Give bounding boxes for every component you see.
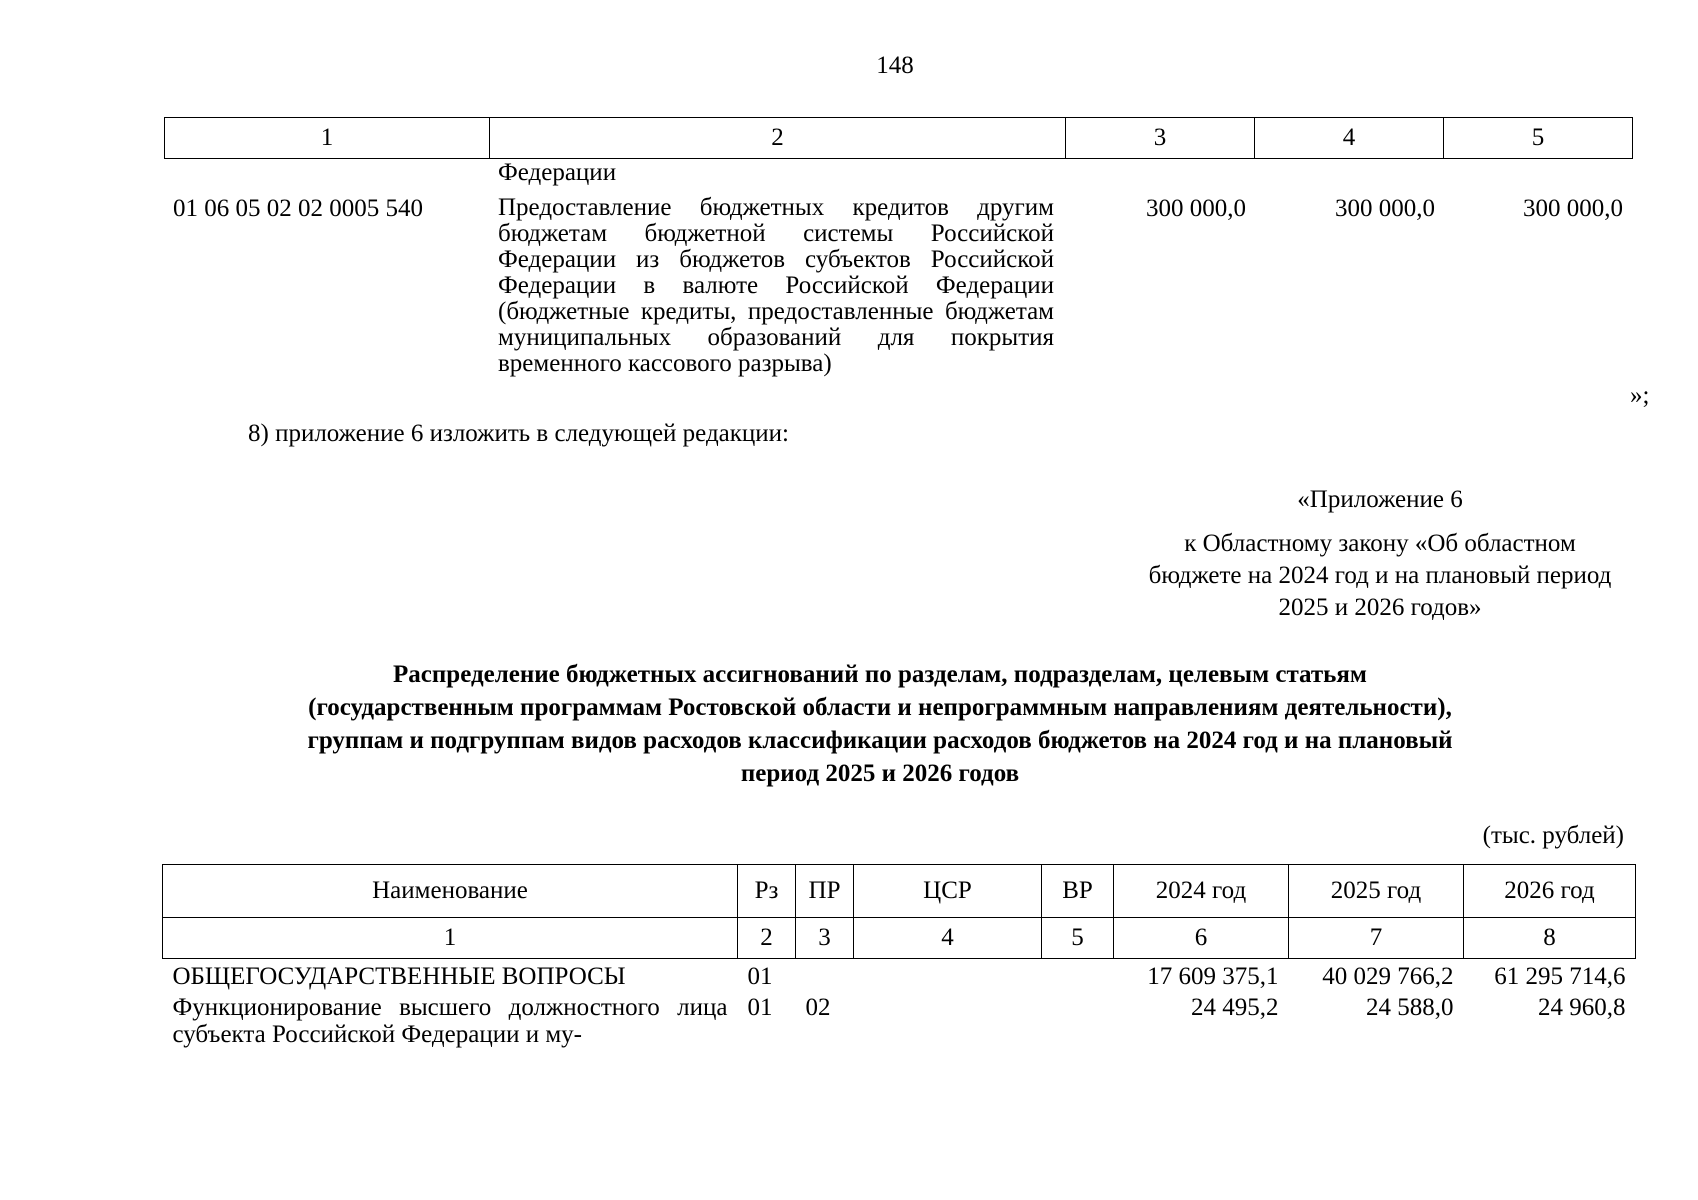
row-name: Функционирование высшего должностного лица субъекта Российской Федерации и му- [172,994,728,1048]
top-header-col-2: 2 [490,118,1066,159]
index-2: 2 [738,918,796,959]
continuation-text: Федерации [498,159,617,186]
index-6: 6 [1114,918,1289,959]
index-8: 8 [1464,918,1636,959]
row-2024: 24 495,2 [1191,994,1279,1021]
index-7: 7 [1289,918,1464,959]
row-2024: 17 609 375,1 [1147,963,1279,990]
expenditure-table [162,864,1636,1048]
table-heading: Распределение бюджетных ассигнований по разделам, подразделам, целевым статьям (государственным программам Ростовской области и непрограммным направлениям деятельности), группам и подгруппам видов расходов классификации расходов бюджетов на 2024 год и на плановый период 2025 и 2026 годов [307,661,1453,787]
row-2025: 24 588,0 [1366,994,1454,1021]
table-row [163,990,1636,1048]
top-header-col-4: 4 [1255,118,1444,159]
header-vr: ВР [1042,865,1114,918]
row-2026: 61 295 714,6 [1494,963,1626,990]
header-name: Наименование [163,865,738,918]
value-col-5: 300 000,0 [1523,195,1623,222]
top-header-col-3: 3 [1066,118,1255,159]
page-number: 148 [876,52,914,79]
row-csr [854,959,1042,991]
header-pr: ПР [796,865,854,918]
row-2025: 40 029 766,2 [1322,963,1454,990]
top-table-header [164,117,1633,159]
appendix-reference: к Областному закону «Об областном бюджете на 2024 год и на плановый период 2025 и 2026 годов» [1148,530,1612,621]
header-2024: 2024 год [1114,865,1289,918]
row-csr [854,990,1042,1048]
top-header-col-5: 5 [1444,118,1633,159]
row-name: ОБЩЕГОСУДАРСТВЕННЫЕ ВОПРОСЫ [172,963,626,990]
row-pr: 02 [805,994,831,1021]
instruction-text: 8) приложение 6 изложить в следующей редакции: [248,420,789,447]
header-2026: 2026 год [1464,865,1636,918]
row-2026: 24 960,8 [1538,994,1626,1021]
header-2025: 2025 год [1289,865,1464,918]
row-pr [796,959,854,991]
appendix-title: «Приложение 6 [1297,486,1463,513]
units-label: (тыс. рублей) [1482,822,1624,849]
closing-quote: »; [1630,382,1650,409]
row-vr [1042,990,1114,1048]
header-rz: Рз [738,865,796,918]
index-1: 1 [163,918,738,959]
value-col-3: 300 000,0 [1146,195,1246,222]
header-csr: ЦСР [854,865,1042,918]
table-row [163,959,1636,991]
index-3: 3 [796,918,854,959]
top-header-col-1: 1 [165,118,490,159]
row-rz: 01 [747,963,773,990]
index-5: 5 [1042,918,1114,959]
row-vr [1042,959,1114,991]
row-rz: 01 [747,994,773,1021]
value-col-4: 300 000,0 [1335,195,1435,222]
index-4: 4 [854,918,1042,959]
budget-code: 01 06 05 02 02 0005 540 [173,195,423,222]
budget-description: Предоставление бюджетных кредитов другим бюджетам бюджетной системы Российской Федерации из бюджетов субъектов Российской Федерации в валюте Российской Федерации (бюджетные кредиты, предоставленные бюджетам муниципальных образований для покрытия временного кассового разрыва) [498,194,1054,377]
